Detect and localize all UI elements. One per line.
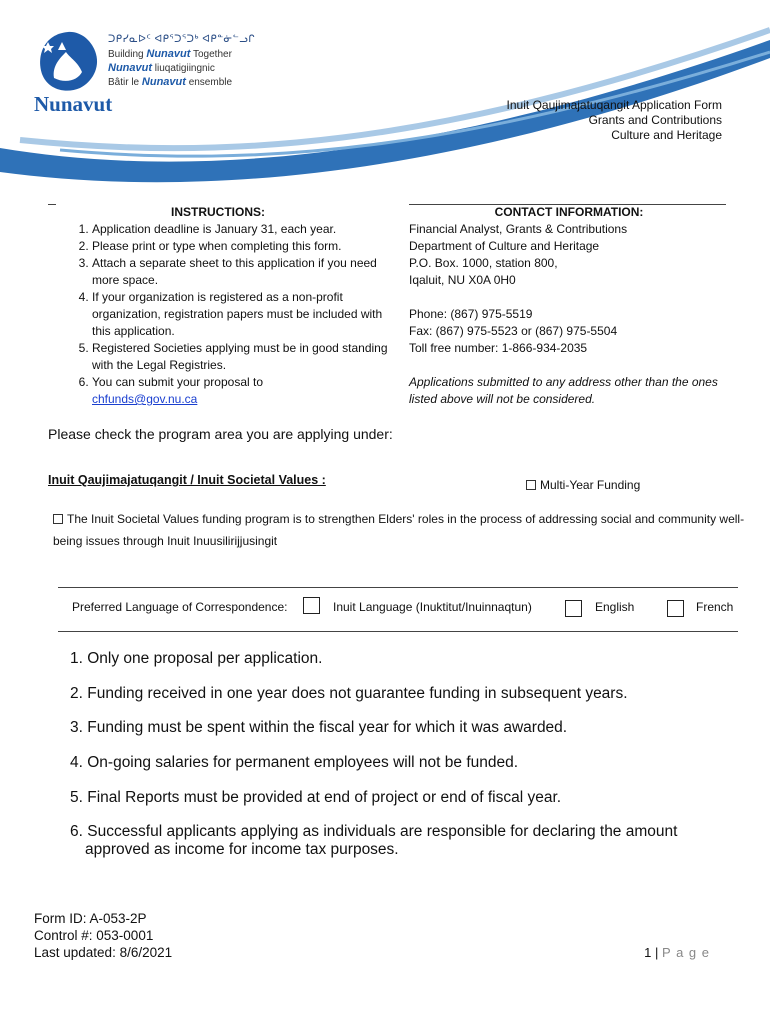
form-title: Inuit Qaujimajatuqangit Application Form (506, 98, 722, 112)
program-prompt: Please check the program area you are applying under: (48, 426, 393, 442)
rule-item: 4. On-going salaries for permanent employees will not be funded. (70, 754, 519, 771)
language-checkbox-french[interactable] (667, 600, 684, 617)
logo-tagline-en: Building Nunavut Together (108, 48, 232, 60)
last-updated: Last updated: 8/6/2021 (34, 945, 173, 960)
instruction-item: 2. Please print or type when completing this form. (92, 238, 388, 255)
program-section-title: Inuit Qaujimajatuqangit / Inuit Societal Values : (48, 473, 326, 487)
divider (58, 587, 738, 588)
control-number: Control #: 053-0001 (34, 928, 154, 943)
logo-wordmark: Nunavut (34, 92, 113, 116)
language-option-inuit: Inuit Language (Inuktitut/Inuinnaqtun) (333, 600, 532, 614)
rule-item: 3. Funding must be spent within the fiscal year for which it was awarded. (70, 719, 568, 736)
instruction-item: 3. Attach a separate sheet to this application if you need more space. (92, 255, 388, 289)
contact-note: Applications submitted to any address other than the ones listed above will not be considered. (409, 375, 718, 406)
logo-tagline-iu: Nunavut liuqatigiingnic (108, 62, 215, 74)
instructions-title: INSTRUCTIONS: (171, 205, 265, 219)
logo-syllabics: ᑐᑭᓯᓇᐅᑦ ᐊᑭᕐᑐᕐᑐᒃ ᐊᑭᓐᓃᓪᓗᒋ (108, 34, 256, 45)
form-header (507, 98, 722, 143)
form-department: Culture and Heritage (611, 128, 722, 142)
nunavut-logo-emblem (32, 28, 104, 96)
language-option-english: English (595, 600, 635, 614)
societal-values-desc: The Inuit Societal Values funding program is to strengthen Elders' roles in the process of addressing social and community well-being issues through Inuit Inuusilirijjusingit (53, 512, 745, 548)
contact-title: CONTACT INFORMATION: (494, 205, 644, 219)
contact-fax: Fax: (867) 975-5523 or (867) 975-5504 (409, 324, 618, 338)
societal-values-checkbox[interactable] (53, 514, 63, 524)
contact-line: Financial Analyst, Grants & Contributions (409, 222, 628, 236)
rule-item: 2. Funding received in one year does not guarantee funding in subsequent years. (70, 685, 628, 702)
form-footer (34, 910, 172, 961)
form-program: Grants and Contributions (588, 113, 722, 127)
multi-year-option (526, 478, 640, 492)
form-id: Form ID: A-053-2P (34, 911, 147, 926)
email-link[interactable]: chfunds@gov.nu.ca (92, 392, 198, 406)
rule-item: 5. Final Reports must be provided at end of project or end of fiscal year. (70, 789, 562, 806)
rule-item: 6. Successful applicants applying as individuals are responsible for declaring the amount (70, 823, 678, 840)
multi-year-checkbox[interactable] (526, 480, 536, 490)
rule-item-continued: approved as income for income tax purposes. (85, 841, 399, 858)
language-checkbox-inuit[interactable] (303, 597, 320, 614)
instruction-item: 4. If your organization is registered as a non-profit organization, registration papers must be included with this application. (92, 289, 388, 340)
divider (58, 631, 738, 632)
language-label: Preferred Language of Correspondence: (72, 600, 288, 614)
contact-phone: Phone: (867) 975-5519 (409, 307, 533, 321)
instruction-item: 6. You can submit your proposal to chfunds@gov.nu.ca (92, 374, 388, 408)
logo-tagline-fr: Bâtir le Nunavut ensemble (108, 76, 233, 88)
rule-item: 1. Only one proposal per application. (70, 650, 323, 667)
instruction-item: 5. Registered Societies applying must be in good standing with the Legal Registries. (92, 340, 388, 374)
instruction-item: 1. Application deadline is January 31, each year. (92, 221, 388, 238)
contact-line: Iqaluit, NU X0A 0H0 (409, 273, 516, 287)
contact-tollfree: Toll free number: 1-866-934-2035 (409, 341, 588, 355)
language-checkbox-english[interactable] (565, 600, 582, 617)
multi-year-label: Multi-Year Funding (540, 478, 641, 492)
contact-block (409, 204, 729, 408)
contact-line: P.O. Box. 1000, station 800, (409, 256, 558, 270)
language-option-french: French (696, 600, 734, 614)
contact-line: Department of Culture and Heritage (409, 239, 600, 253)
instructions-block (48, 204, 388, 408)
page-number: 1 | P a g e (644, 945, 710, 960)
societal-values-option (53, 508, 753, 552)
